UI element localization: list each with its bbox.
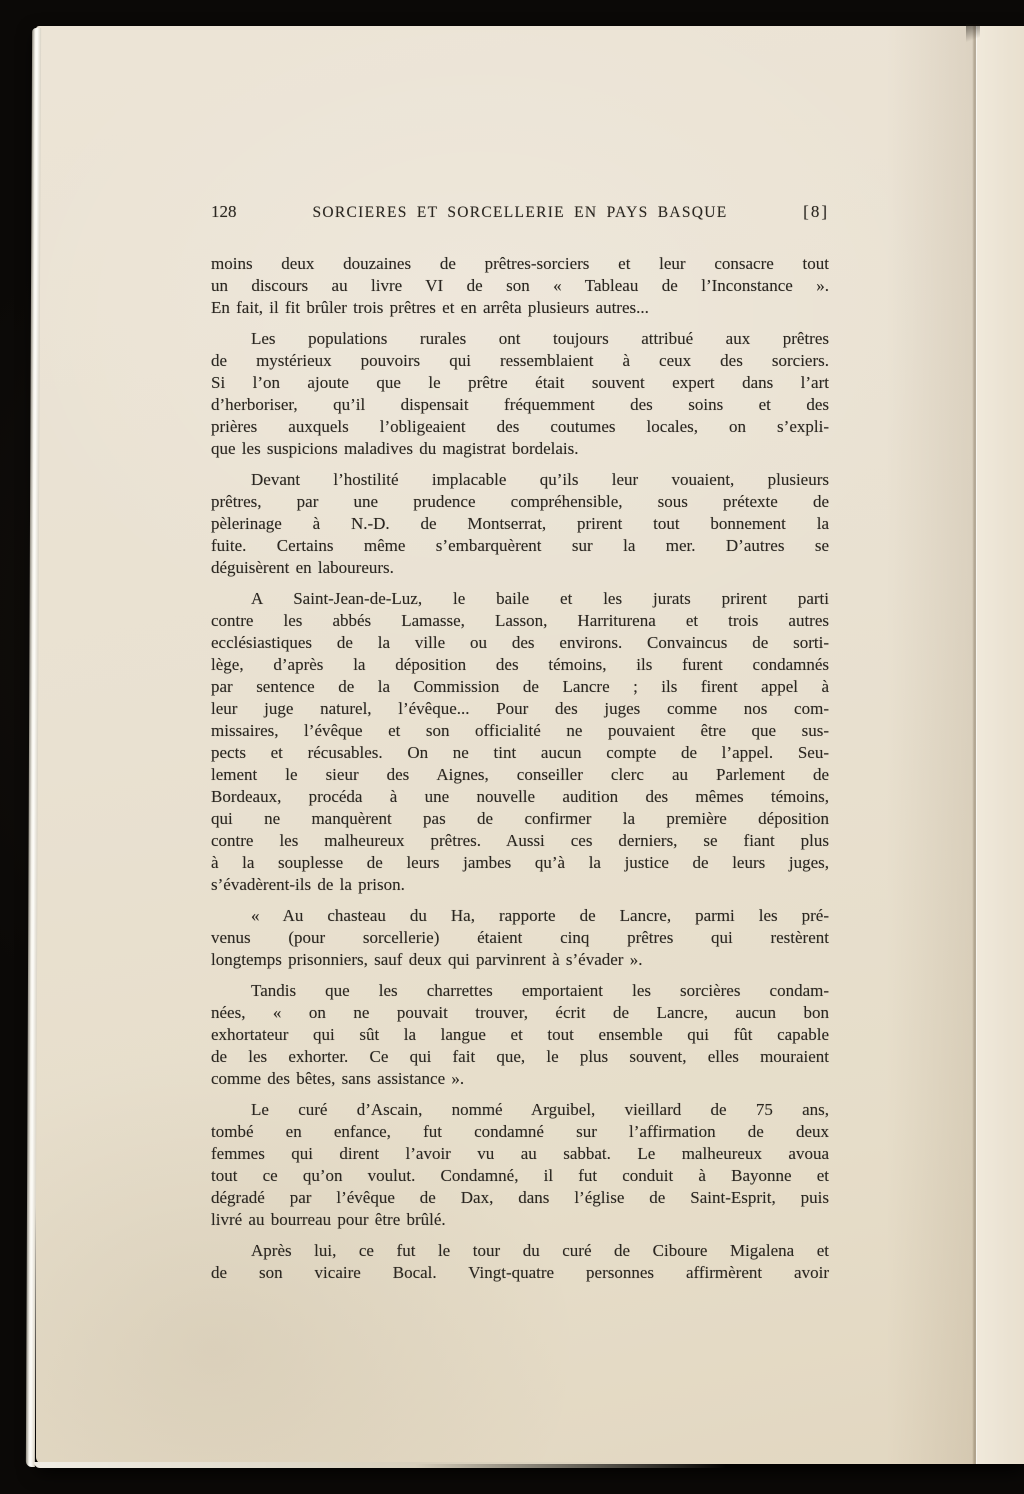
book-page	[36, 26, 1024, 1464]
page-stack-edge	[26, 28, 41, 1467]
text-line: que les suspicions maladives du magistrat bordelais.	[211, 439, 579, 458]
page-bottom-edge	[34, 1462, 726, 1468]
text-line: Le curé d’Ascain, nommé Arguibel, vieillard de 75 ans,	[251, 1100, 829, 1119]
text-line: par sentence de la Commission de Lancre ; ils firent appel à	[211, 677, 829, 696]
text-line: lement le sieur des Aignes, conseiller clerc au Parlement de	[211, 765, 829, 784]
text-line: qui ne manquèrent pas de confirmer la première déposition	[211, 809, 829, 828]
paragraph	[211, 905, 829, 971]
text-line: prières auxquels l’obligeaient des coutumes locales, on s’expli-	[211, 417, 829, 436]
text-line: Si l’on ajoute que le prêtre était souvent expert dans l’art	[211, 373, 829, 392]
paragraph	[211, 253, 829, 319]
paragraph	[211, 328, 829, 460]
text-line: contre les abbés Lamasse, Lasson, Harriturena et trois autres	[211, 611, 829, 630]
text-line: exhortateur qui sût la langue et tout ensemble qui fût capable	[211, 1025, 829, 1044]
fold-notch	[966, 24, 980, 50]
running-header	[211, 202, 829, 222]
page-number: 128	[211, 202, 237, 221]
running-title: SORCIERES ET SORCELLERIE EN PAYS BASQUE	[312, 204, 728, 221]
text-line: « Au chasteau du Ha, rapporte de Lancre, parmi les pré-	[251, 906, 829, 925]
text-line: déguisèrent en laboureurs.	[211, 558, 394, 577]
text-line: Tandis que les charrettes emportaient les sorcières condam-	[251, 981, 829, 1000]
text-line: à la souplesse de leurs jambes qu’à la justice de leurs juges,	[211, 853, 829, 872]
text-line: de mystérieux pouvoirs qui ressemblaient à ceux des sorciers.	[211, 351, 829, 370]
text-line: lège, d’après la déposition des témoins, ils furent condamnés	[211, 655, 829, 674]
text-line: En fait, il fit brûler trois prêtres et en arrêta plusieurs autres...	[211, 298, 649, 317]
text-line: Devant l’hostilité implacable qu’ils leur vouaient, plusieurs	[251, 470, 829, 489]
text-line: prêtres, par une prudence compréhensible, sous prétexte de	[211, 492, 829, 511]
text-line: nées, « on ne pouvait trouver, écrit de Lancre, aucun bon	[211, 1003, 829, 1022]
bracket-folio-number: [8]	[803, 202, 829, 221]
text-line: un discours au livre VI de son « Tableau de l’Inconstance ».	[211, 276, 829, 295]
paragraph	[211, 980, 829, 1090]
text-line: comme des bêtes, sans assistance ».	[211, 1069, 465, 1088]
text-line: pects et récusables. On ne tint aucun compte de l’appel. Seu-	[211, 743, 829, 762]
text-line: livré au bourreau pour être brûlé.	[211, 1210, 446, 1229]
text-line: de les exhorter. Ce qui fait que, le plus souvent, elles mouraient	[211, 1047, 829, 1066]
body-text	[211, 253, 829, 1284]
adjacent-page-leaf	[976, 26, 1024, 1464]
text-line: d’herboriser, qu’il dispensait fréquemment des soins et des	[211, 395, 829, 414]
text-line: Les populations rurales ont toujours attribué aux prêtres	[251, 329, 829, 348]
page-content	[211, 202, 829, 1284]
text-line: de son vicaire Bocal. Vingt-quatre personnes affirmèrent avoir	[211, 1263, 829, 1282]
text-line: contre les malheureux prêtres. Aussi ces derniers, se fiant plus	[211, 831, 829, 850]
text-line: missaires, l’évêque et son officialité ne pouvaient être que sus-	[211, 721, 829, 740]
text-line: Bordeaux, procéda à une nouvelle audition des mêmes témoins,	[211, 787, 829, 806]
text-line: Après lui, ce fut le tour du curé de Ciboure Migalena et	[251, 1241, 829, 1260]
text-line: tout ce qu’on voulut. Condamné, il fut conduit à Bayonne et	[211, 1166, 829, 1185]
paragraph	[211, 1240, 829, 1284]
paragraph	[211, 469, 829, 579]
text-line: fuite. Certains même s’embarquèrent sur la mer. D’autres se	[211, 536, 829, 555]
text-line: femmes qui dirent l’avoir vu au sabbat. Le malheureux avoua	[211, 1144, 829, 1163]
page-curvature-shade	[886, 26, 972, 1464]
text-line: pèlerinage à N.-D. de Montserrat, prirent tout bonnement la	[211, 514, 829, 533]
text-line: A Saint-Jean-de-Luz, le baile et les jurats prirent parti	[251, 589, 829, 608]
paragraph	[211, 1099, 829, 1231]
text-line: dégradé par l’évêque de Dax, dans l’église de Saint-Esprit, puis	[211, 1188, 829, 1207]
text-line: tombé en enfance, fut condamné sur l’affirmation de deux	[211, 1122, 829, 1141]
paragraph	[211, 588, 829, 896]
text-line: ecclésiastiques de la ville ou des environs. Convaincus de sorti-	[211, 633, 829, 652]
text-line: moins deux douzaines de prêtres-sorciers et leur consacre tout	[211, 254, 829, 273]
text-line: s’évadèrent-ils de la prison.	[211, 875, 405, 894]
text-line: longtemps prisonniers, sauf deux qui parvinrent à s’évader ».	[211, 950, 643, 969]
text-line: leur juge naturel, l’évêque... Pour des juges comme nos com-	[211, 699, 829, 718]
text-line: venus (pour sorcellerie) étaient cinq prêtres qui restèrent	[211, 928, 829, 947]
